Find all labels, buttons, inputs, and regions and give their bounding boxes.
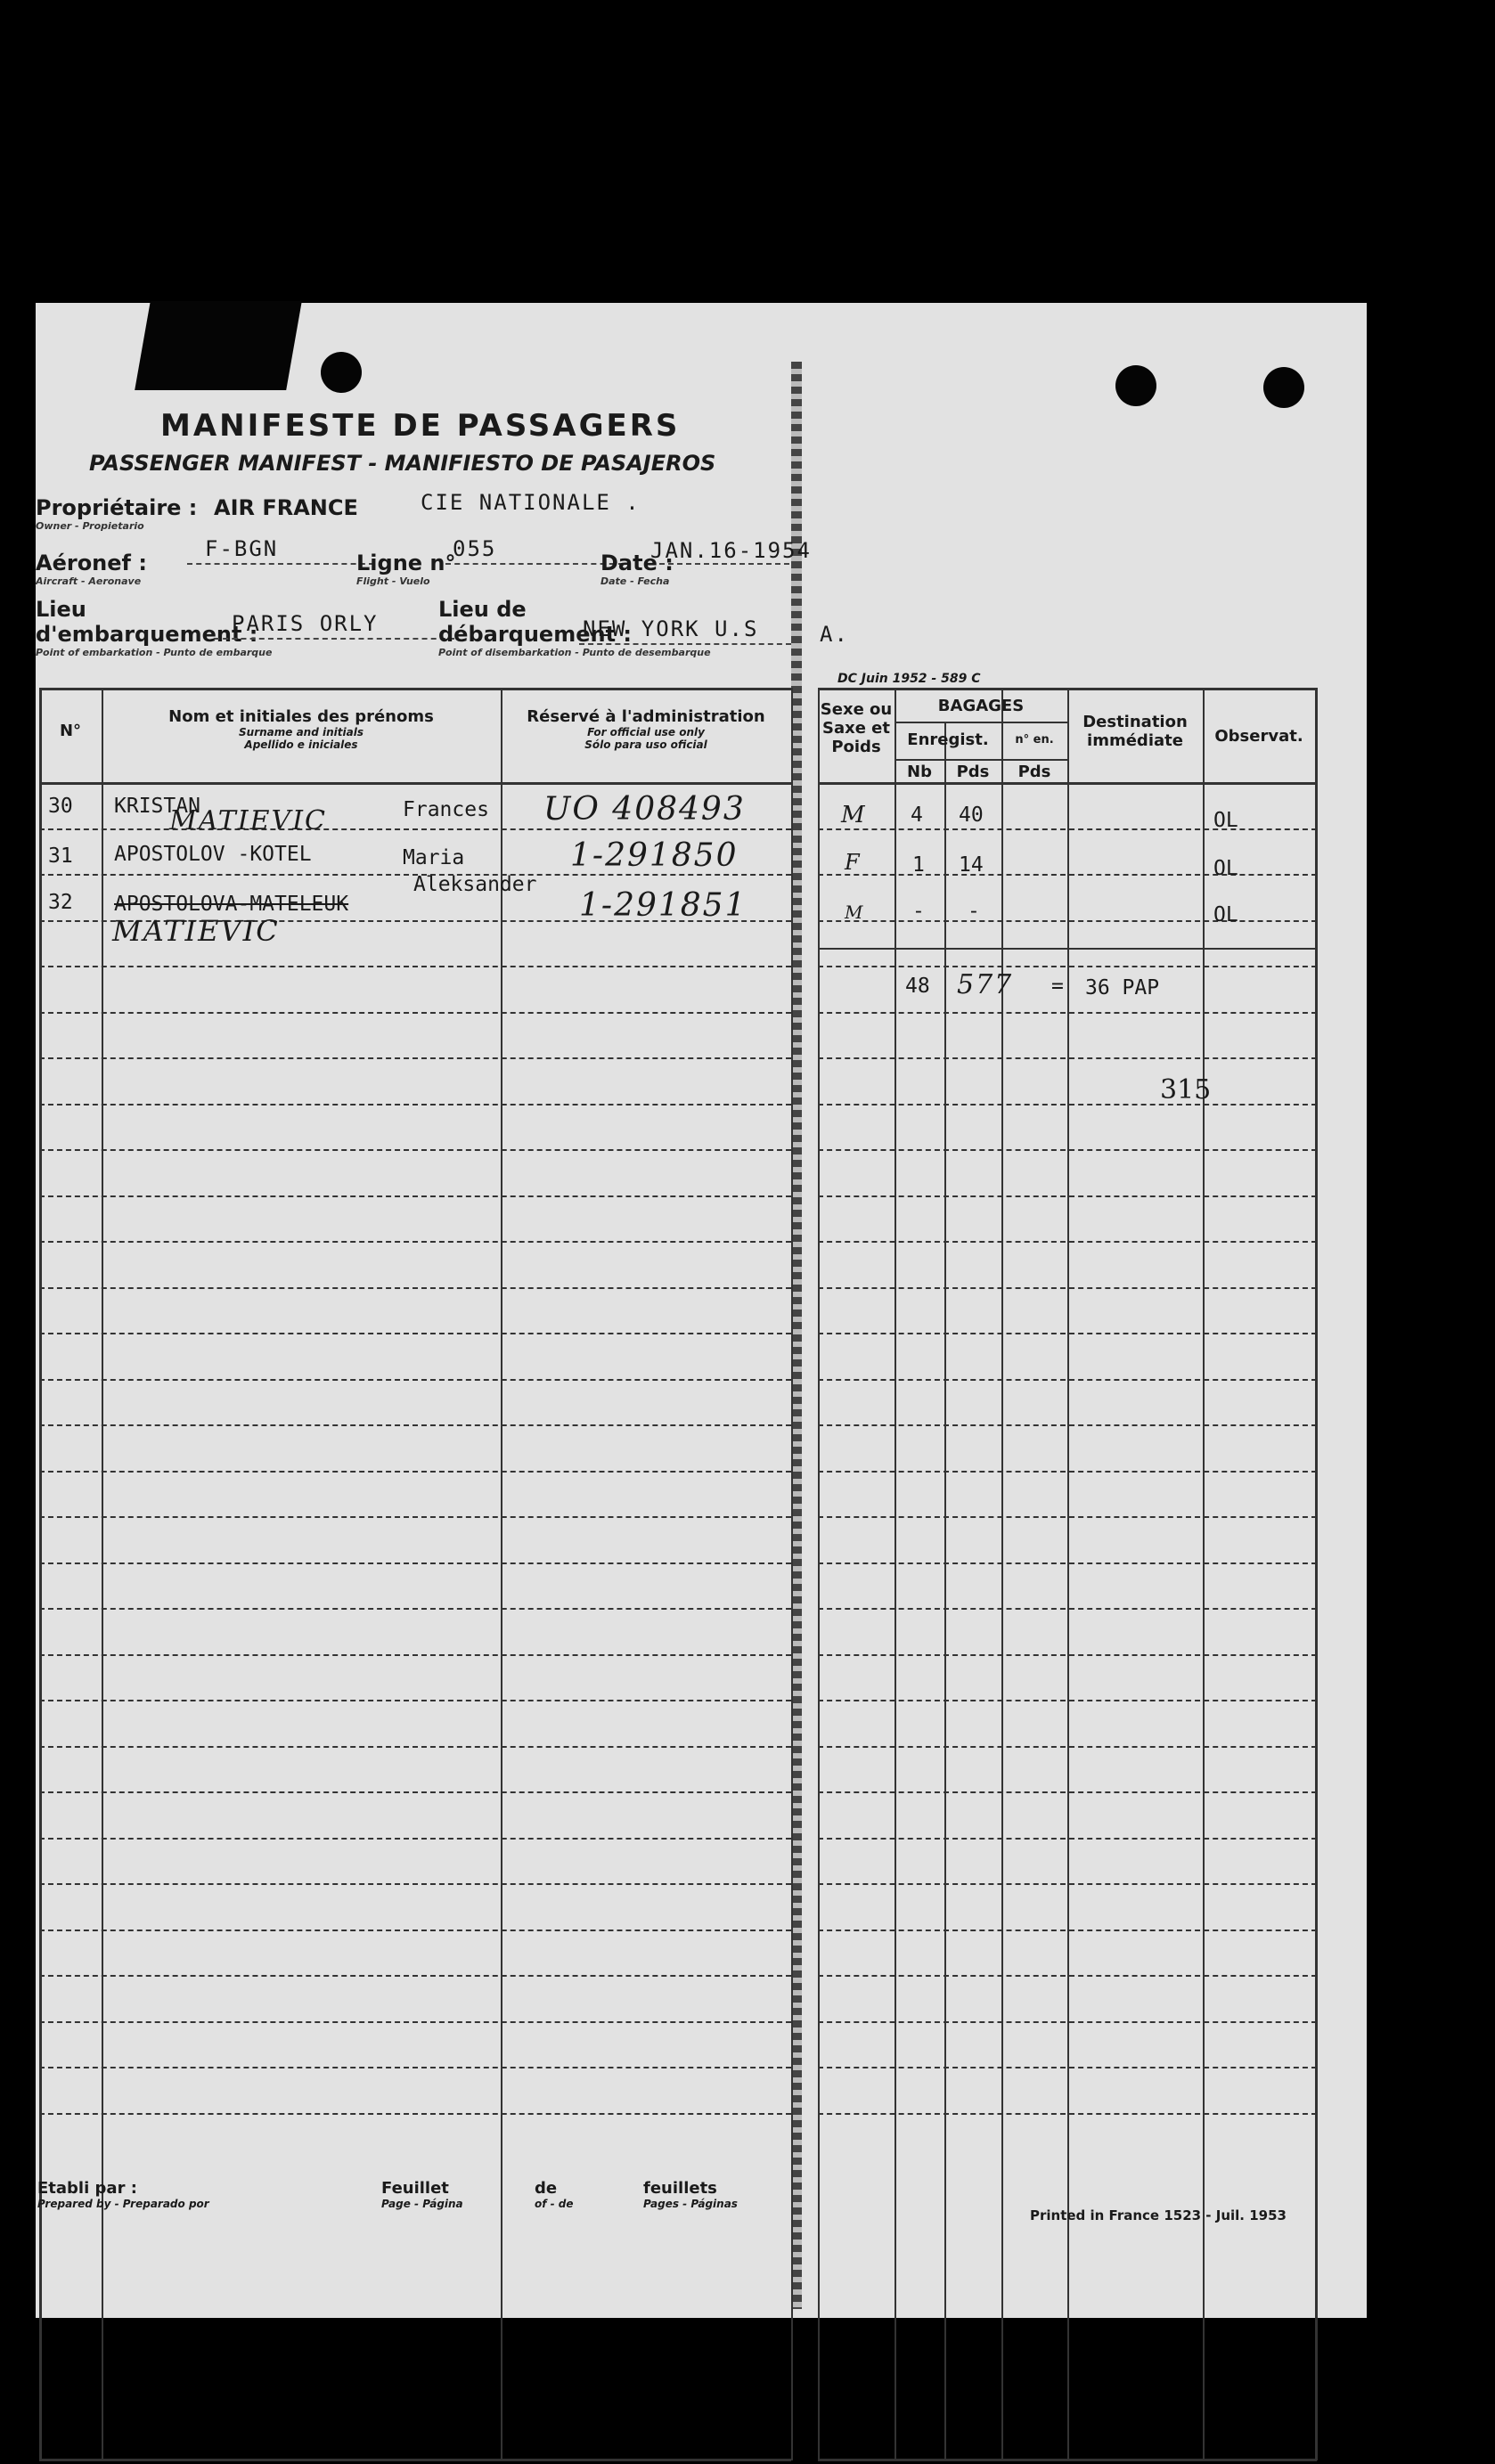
embark-label-sub: Point of embarkation - Punto de embarque <box>36 647 273 658</box>
disembark-label-sub: Point of disembarkation - Punto de desembarque <box>438 647 711 658</box>
table-row-line <box>39 1746 791 1748</box>
row-surname: APOSTOLOVA-MATELEUK <box>114 893 349 916</box>
table-row-line <box>39 1149 791 1151</box>
table-row-line <box>818 1195 1317 1197</box>
col-pds: Pds <box>956 763 990 781</box>
table-row-line <box>818 1471 1317 1473</box>
table-row-line <box>818 828 1317 830</box>
table-row-line <box>39 1333 791 1334</box>
row-firstname: Frances <box>403 798 489 821</box>
row-surname: KRISTAN <box>114 795 200 818</box>
row-surname: APOSTOLOV -KOTEL <box>114 843 312 866</box>
table-row-line <box>818 2113 1317 2115</box>
table-row-line <box>39 2067 791 2068</box>
date-label: Date : <box>600 551 674 575</box>
col-pds2: Pds <box>1017 763 1051 781</box>
table-row-line <box>39 2021 791 2023</box>
col-destination: Destination immédiate <box>1082 713 1188 750</box>
row-pds: 14 <box>959 853 984 877</box>
total-destination: 36 PAP <box>1085 976 1160 999</box>
table-row-line <box>818 1930 1317 1931</box>
owner-value: AIR FRANCE <box>214 495 358 520</box>
table-row-line <box>39 1471 791 1473</box>
col-admin: Réservé à l'administration For official use only Sólo para uso oficial <box>527 707 765 751</box>
disembark-label: Lieu de <box>438 597 527 622</box>
row-no: 30 <box>48 795 73 818</box>
table-row-line <box>818 1608 1317 1610</box>
col-nb: Nb <box>907 763 932 781</box>
table-row-line <box>818 1104 1317 1106</box>
footer-feuillet: Feuillet Page - Página <box>381 2179 463 2210</box>
table-row-line <box>39 1379 791 1381</box>
table-row-line <box>818 1379 1317 1381</box>
table-row-line <box>39 1930 791 1931</box>
table-row-line <box>39 1287 791 1289</box>
owner-typed: CIE NATIONALE . <box>421 490 641 515</box>
row-nb: - <box>912 900 925 923</box>
table-row-line <box>39 1791 791 1793</box>
aircraft-label-sub: Aircraft - Aeronave <box>36 575 142 587</box>
table-row-line <box>39 1195 791 1197</box>
table-row-line <box>39 1012 791 1014</box>
row-no: 31 <box>48 844 73 868</box>
disembark-value: NEW YORK U.S <box>583 616 759 641</box>
table-row-line <box>818 1149 1317 1151</box>
footer-printed: Printed in France 1523 - Juil. 1953 <box>1030 2207 1287 2223</box>
footer-prepared: Etabli par : Prepared by - Preparado por <box>37 2179 209 2210</box>
row-pds: - <box>968 900 980 923</box>
table-row-line <box>39 1424 791 1426</box>
table-row-line <box>39 1241 791 1243</box>
embark-label: Lieu <box>36 597 86 622</box>
col-observ: Observat. <box>1214 727 1303 746</box>
punch-hole <box>321 352 362 393</box>
table-row-line <box>818 2021 1317 2023</box>
page-title: MANIFESTE DE PASSAGERS <box>160 408 681 444</box>
table-row-line <box>818 1791 1317 1793</box>
table-row-line <box>39 828 791 830</box>
total-extra: 315 <box>1160 1074 1212 1106</box>
table-row-line <box>818 1516 1317 1518</box>
row-pds: 40 <box>959 804 984 827</box>
table-row-line <box>39 1654 791 1656</box>
table-row-line <box>818 1057 1317 1059</box>
page-subtitle: PASSENGER MANIFEST - MANIFIESTO DE PASAJEROS <box>89 451 716 476</box>
row-observ: OL <box>1213 903 1238 926</box>
col-sex: Sexe ou Saxe et Poids <box>820 700 893 756</box>
table-row-line <box>39 1516 791 1518</box>
table-row-line <box>39 966 791 967</box>
manifest-sheet <box>36 303 1367 2318</box>
table-row-line <box>39 1608 791 1610</box>
col-non-enr: n° en. <box>1015 733 1054 747</box>
table-row-line <box>818 920 1317 922</box>
flight-value: 055 <box>453 536 497 561</box>
row-admin: 1-291850 <box>570 837 739 874</box>
row-sex: M <box>841 802 865 828</box>
punch-hole <box>1263 367 1304 408</box>
form-code: DC Juin 1952 - 589 C <box>837 672 981 686</box>
col-enregist: Enregist. <box>907 730 989 749</box>
table-row-line <box>39 1838 791 1840</box>
table-row-line <box>39 1700 791 1701</box>
owner-label-sub: Owner - Propietario <box>36 520 144 532</box>
table-row-line <box>818 1975 1317 1977</box>
date-label-sub: Date - Fecha <box>600 575 670 587</box>
row-observ: OL <box>1213 809 1238 832</box>
row-nb: 1 <box>912 853 925 877</box>
aircraft-value: F-BGN <box>205 536 279 561</box>
table-row-line <box>818 1700 1317 1701</box>
table-row-line <box>818 966 1317 967</box>
table-row-line <box>818 1012 1317 1014</box>
row-admin: 1-291851 <box>579 887 748 924</box>
table-row-line <box>39 1975 791 1977</box>
punch-hole <box>1115 365 1156 406</box>
disembark-label-2: débarquement : <box>438 622 633 647</box>
row-no: 32 <box>48 891 73 914</box>
aircraft-label: Aéronef : <box>36 551 147 575</box>
footer-feuillets: feuillets Pages - Páginas <box>643 2179 738 2210</box>
col-bagages: BAGAGES <box>937 697 1025 715</box>
row-firstname: Maria <box>403 846 465 869</box>
col-no: N° <box>59 722 82 740</box>
row-sex: M <box>845 902 863 923</box>
table-row-line <box>818 1654 1317 1656</box>
table-row-line <box>818 1838 1317 1840</box>
row-firstname: Aleksander <box>413 873 537 896</box>
owner-label: Propriétaire : <box>36 495 198 520</box>
table-row-line <box>818 1287 1317 1289</box>
embark-label-2: d'embarquement : <box>36 622 258 647</box>
table-row-line <box>39 1883 791 1885</box>
table-row-line <box>39 1562 791 1564</box>
table-row-line <box>39 2113 791 2115</box>
date-value: JAN.16-1954 <box>650 538 812 563</box>
table-row-line <box>818 1562 1317 1564</box>
total-nb: 48 <box>905 975 930 998</box>
table-row-line <box>818 2067 1317 2068</box>
row-nb: 4 <box>911 804 923 827</box>
table-row-line <box>39 1057 791 1059</box>
table-row-line <box>818 1424 1317 1426</box>
row-admin: UO 408493 <box>543 791 746 828</box>
row-observ: OL <box>1213 857 1238 880</box>
flight-label-sub: Flight - Vuelo <box>356 575 430 587</box>
table-row-line <box>818 1241 1317 1243</box>
table-row-line <box>818 874 1317 876</box>
row-correction: MATIEVIC <box>112 914 280 948</box>
embark-value: PARIS ORLY <box>232 611 379 636</box>
row-correction: MATIEVIC <box>169 805 327 836</box>
flight-label: Ligne n° <box>356 551 456 575</box>
footer-de: de of - de <box>535 2179 574 2210</box>
table-row-line <box>818 1333 1317 1334</box>
table-row-line <box>818 1883 1317 1885</box>
table-row-line <box>818 1746 1317 1748</box>
disembark-value-tail: A. <box>820 622 849 647</box>
total-eq: = <box>1051 975 1064 998</box>
total-pds: 577 <box>957 969 1014 1000</box>
col-name: Nom et initiales des prénoms Surname and initials Apellido e iniciales <box>168 707 434 751</box>
table-row-line <box>39 1104 791 1106</box>
row-sex: F <box>845 850 860 875</box>
